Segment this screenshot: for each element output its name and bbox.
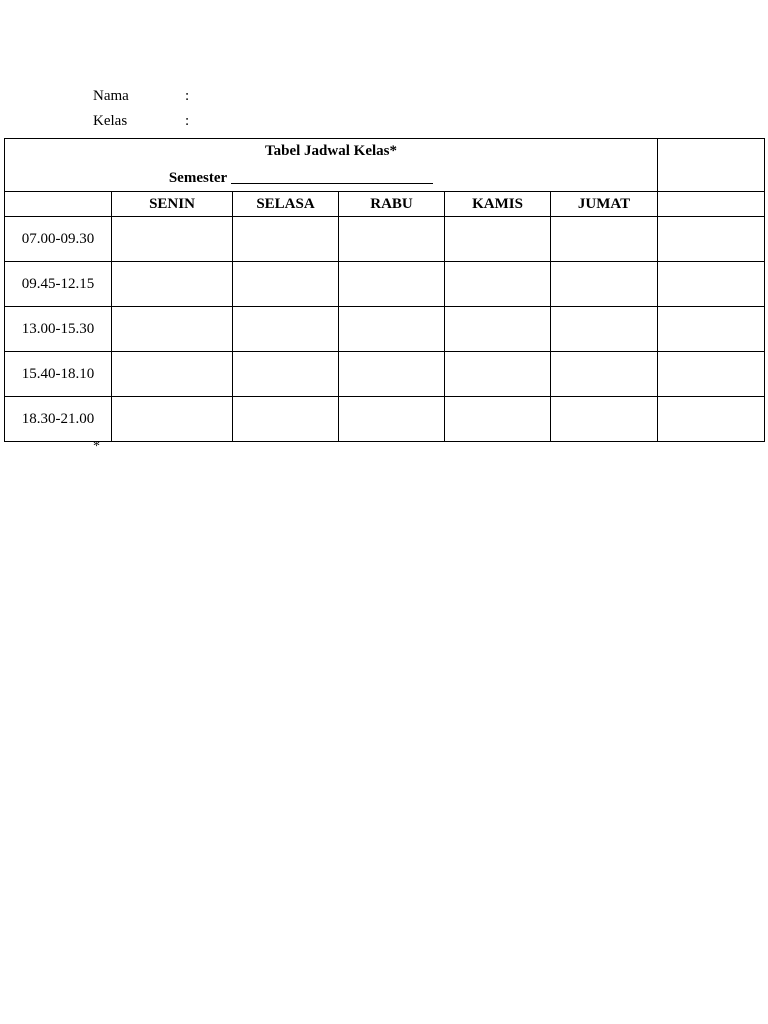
schedule-cell bbox=[112, 307, 233, 352]
schedule-cell bbox=[339, 217, 445, 262]
time-slot: 13.00-15.30 bbox=[5, 307, 112, 352]
schedule-table bbox=[4, 138, 765, 442]
schedule-cell bbox=[658, 217, 765, 262]
time-slot: 07.00-09.30 bbox=[5, 217, 112, 262]
footnote-marker: * bbox=[93, 439, 100, 454]
day-header: JUMAT bbox=[551, 192, 658, 217]
schedule-cell bbox=[445, 397, 551, 442]
schedule-cell bbox=[233, 397, 339, 442]
schedule-cell bbox=[339, 262, 445, 307]
schedule-cell bbox=[445, 262, 551, 307]
schedule-cell bbox=[233, 217, 339, 262]
day-header: SELASA bbox=[233, 192, 339, 217]
table-row bbox=[5, 262, 765, 307]
schedule-cell bbox=[658, 262, 765, 307]
schedule-cell bbox=[551, 262, 658, 307]
semester-label: Semester bbox=[168, 170, 228, 186]
title-extra-cell bbox=[658, 139, 765, 192]
corner-cell bbox=[5, 192, 112, 217]
table-title-cell bbox=[5, 139, 658, 192]
schedule-cell bbox=[233, 262, 339, 307]
schedule-cell bbox=[233, 307, 339, 352]
table-row bbox=[5, 217, 765, 262]
day-header-row bbox=[5, 192, 765, 217]
table-title: Tabel Jadwal Kelas* bbox=[265, 143, 397, 159]
time-slot: 15.40-18.10 bbox=[5, 352, 112, 397]
schedule-cell bbox=[658, 307, 765, 352]
schedule-cell bbox=[112, 262, 233, 307]
schedule-cell bbox=[339, 397, 445, 442]
semester-blank-line bbox=[231, 166, 433, 184]
schedule-cell bbox=[658, 352, 765, 397]
schedule-cell bbox=[445, 217, 551, 262]
schedule-cell bbox=[445, 352, 551, 397]
title-row bbox=[5, 139, 765, 192]
schedule-cell bbox=[112, 397, 233, 442]
day-header: KAMIS bbox=[445, 192, 551, 217]
nama-colon: : bbox=[185, 88, 190, 104]
extra-header-cell bbox=[658, 192, 765, 217]
day-header: SENIN bbox=[112, 192, 233, 217]
nama-label: Nama bbox=[93, 88, 129, 104]
semester-line bbox=[0, 164, 627, 191]
time-slot: 18.30-21.00 bbox=[5, 397, 112, 442]
schedule-cell bbox=[339, 352, 445, 397]
table-row bbox=[5, 352, 765, 397]
schedule-cell bbox=[233, 352, 339, 397]
schedule-cell bbox=[551, 352, 658, 397]
schedule-cell bbox=[551, 217, 658, 262]
kelas-label: Kelas bbox=[93, 113, 128, 129]
day-header: RABU bbox=[339, 192, 445, 217]
table-row bbox=[5, 307, 765, 352]
kelas-colon: : bbox=[185, 113, 190, 129]
schedule-cell bbox=[551, 307, 658, 352]
schedule-cell bbox=[112, 352, 233, 397]
schedule-cell bbox=[339, 307, 445, 352]
schedule-cell bbox=[112, 217, 233, 262]
time-slot: 09.45-12.15 bbox=[5, 262, 112, 307]
schedule-cell bbox=[445, 307, 551, 352]
schedule-cell bbox=[658, 397, 765, 442]
table-row bbox=[5, 397, 765, 442]
schedule-cell bbox=[551, 397, 658, 442]
